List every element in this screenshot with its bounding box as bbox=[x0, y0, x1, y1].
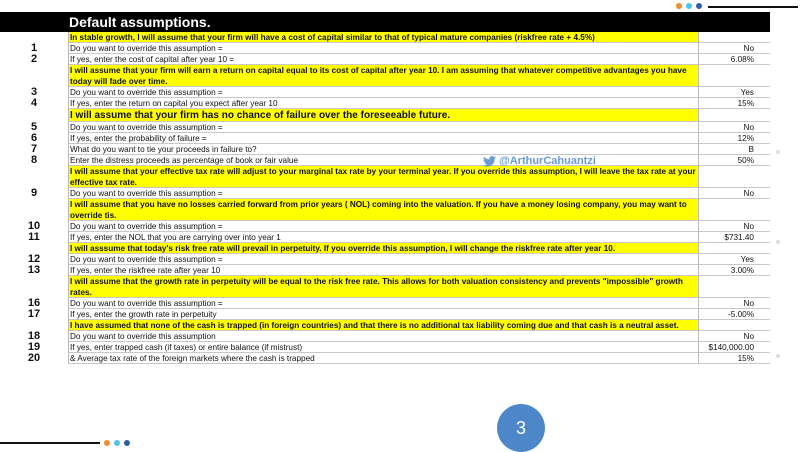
dot-blue bbox=[696, 3, 702, 9]
input-value-cell[interactable]: 15% bbox=[698, 353, 770, 364]
blank-value-cell bbox=[698, 32, 770, 43]
assumption-row bbox=[0, 109, 770, 122]
question-text: Do you want to override this assumption = bbox=[68, 254, 698, 265]
row-number: 2 bbox=[30, 53, 38, 65]
question-row bbox=[0, 254, 770, 265]
input-value-cell[interactable]: $731.40 bbox=[698, 232, 770, 243]
sheet-title: Default assumptions. bbox=[68, 12, 698, 32]
input-value-cell[interactable]: 12% bbox=[698, 133, 770, 144]
blank-value-cell bbox=[698, 109, 770, 122]
question-row bbox=[0, 265, 770, 276]
page-number-badge: 3 bbox=[497, 404, 545, 452]
top-decor-dots bbox=[676, 3, 702, 9]
scroll-marker bbox=[776, 150, 780, 154]
question-row bbox=[0, 309, 770, 320]
row-number: 19 bbox=[27, 341, 41, 353]
row-number: 4 bbox=[30, 97, 38, 109]
row-number: 13 bbox=[27, 264, 41, 276]
input-value-cell[interactable]: Yes bbox=[698, 87, 770, 98]
twitter-bird-icon bbox=[483, 156, 496, 167]
assumption-text: I will assume that your effective tax rate will adjust to your marginal tax rate by your terminal year. If you override this assumption, I will leave the tax rate at your effective tax rate. bbox=[68, 166, 698, 188]
question-text: If yes, enter the growth rate in perpetuity bbox=[68, 309, 698, 320]
question-text: If yes, enter the probability of failure = bbox=[68, 133, 698, 144]
row-number: 3 bbox=[30, 86, 38, 98]
question-text: & Average tax rate of the foreign markets where the cash is trapped bbox=[68, 353, 698, 364]
assumption-row bbox=[0, 65, 770, 87]
row-number: 20 bbox=[27, 352, 41, 364]
blank-value-cell bbox=[698, 65, 770, 87]
header-num-cell bbox=[0, 12, 68, 32]
question-row bbox=[0, 87, 770, 98]
question-text: If yes, enter the cost of capital after year 10 = bbox=[68, 54, 698, 65]
assumption-text: I will assume that you have no losses carried forward from prior years ( NOL) coming into the valuation. If you have a money losing company, you may want to override tis. bbox=[68, 199, 698, 221]
blank-value-cell bbox=[698, 199, 770, 221]
question-text: Enter the distress proceeds as percentage of book or fair value bbox=[68, 155, 698, 166]
bottom-decor-dots bbox=[104, 440, 130, 446]
input-value-cell[interactable]: 50% bbox=[698, 155, 770, 166]
assumption-row bbox=[0, 276, 770, 298]
input-value-cell[interactable]: 3.00% bbox=[698, 265, 770, 276]
row-number: 18 bbox=[27, 330, 41, 342]
question-row bbox=[0, 188, 770, 199]
input-value-cell[interactable]: No bbox=[698, 43, 770, 54]
scroll-marker bbox=[776, 240, 780, 244]
input-value-cell[interactable]: 15% bbox=[698, 98, 770, 109]
question-text: Do you want to override this assumption = bbox=[68, 87, 698, 98]
question-row bbox=[0, 155, 770, 166]
question-text: Do you want to override this assumption bbox=[68, 331, 698, 342]
question-row bbox=[0, 43, 770, 54]
blank-value-cell bbox=[698, 243, 770, 254]
input-value-cell[interactable]: -5.00% bbox=[698, 309, 770, 320]
row-number: 5 bbox=[30, 121, 38, 133]
row-number: 10 bbox=[27, 220, 41, 232]
question-row bbox=[0, 232, 770, 243]
twitter-handle: @ArthurCahuantzi bbox=[499, 155, 596, 167]
question-text: If yes, enter the NOL that you are carrying over into year 1 bbox=[68, 232, 698, 243]
assumption-text: I have assumed that none of the cash is trapped (in foreign countries) and that there is no additional tax liability coming due and that cash is a neutral asset. bbox=[68, 320, 698, 331]
input-value-cell[interactable]: $140,000.00 bbox=[698, 342, 770, 353]
assumption-row bbox=[0, 199, 770, 221]
row-number: 7 bbox=[30, 143, 38, 155]
row-number: 8 bbox=[30, 154, 38, 166]
assumption-text: In stable growth, I will assume that your firm will have a cost of capital similar to that of typical mature companies (riskfree rate + 4.5%) bbox=[68, 32, 698, 43]
question-row bbox=[0, 122, 770, 133]
row-number: 9 bbox=[30, 187, 38, 199]
assumption-row bbox=[0, 243, 770, 254]
row-number: 12 bbox=[27, 253, 41, 265]
dot-orange bbox=[676, 3, 682, 9]
blank-value-cell bbox=[698, 166, 770, 188]
input-value-cell[interactable]: Yes bbox=[698, 254, 770, 265]
question-text: If yes, enter trapped cash (if taxes) or entire balance (if mistrust) bbox=[68, 342, 698, 353]
question-row bbox=[0, 221, 770, 232]
input-value-cell[interactable]: 6.08% bbox=[698, 54, 770, 65]
question-row bbox=[0, 353, 770, 364]
question-row bbox=[0, 144, 770, 155]
row-number bbox=[0, 166, 68, 188]
assumption-text: I will assume that your firm will earn a return on capital equal to its cost of capital after year 10. I am assuming that whatever competitive advantages you have today will fade over time. bbox=[68, 65, 698, 87]
input-value-cell[interactable]: No bbox=[698, 298, 770, 309]
row-number: 16 bbox=[27, 297, 41, 309]
question-text: Do you want to override this assumption = bbox=[68, 43, 698, 54]
question-text: Do you want to override this assumption = bbox=[68, 221, 698, 232]
question-row bbox=[0, 331, 770, 342]
dot-cyan bbox=[114, 440, 120, 446]
row-number bbox=[0, 199, 68, 221]
question-text: Do you want to override this assumption = bbox=[68, 122, 698, 133]
question-row bbox=[0, 342, 770, 353]
sheet-rows bbox=[0, 32, 770, 364]
header-row bbox=[0, 12, 770, 32]
assumptions-sheet bbox=[0, 12, 770, 364]
input-value-cell[interactable]: B bbox=[698, 144, 770, 155]
row-number: 6 bbox=[30, 132, 38, 144]
assumption-row bbox=[0, 32, 770, 43]
question-text: If yes, enter the riskfree rate after year 10 bbox=[68, 265, 698, 276]
assumption-row bbox=[0, 320, 770, 331]
question-row bbox=[0, 298, 770, 309]
row-number: 1 bbox=[30, 42, 38, 54]
question-text: Do you want to override this assumption = bbox=[68, 298, 698, 309]
question-row bbox=[0, 133, 770, 144]
question-text: Do you want to override this assumption = bbox=[68, 188, 698, 199]
assumption-text: I will assume that the growth rate in perpetuity will be equal to the risk free rate. This allows for both valuation consistency and prevents "impossible" growth rates. bbox=[68, 276, 698, 298]
dot-orange bbox=[104, 440, 110, 446]
assumption-row bbox=[0, 166, 770, 188]
input-value-cell[interactable]: No bbox=[698, 122, 770, 133]
dot-blue bbox=[124, 440, 130, 446]
blank-value-cell bbox=[698, 320, 770, 331]
question-text: What do you want to tie your proceeds in failure to? bbox=[68, 144, 698, 155]
bottom-decor-line bbox=[0, 442, 100, 444]
question-row bbox=[0, 54, 770, 65]
row-number bbox=[0, 276, 68, 298]
top-decor-line bbox=[708, 6, 798, 8]
input-value-cell[interactable]: No bbox=[698, 331, 770, 342]
scroll-marker bbox=[776, 354, 780, 358]
row-number: 11 bbox=[28, 231, 40, 243]
dot-cyan bbox=[686, 3, 692, 9]
row-number: 17 bbox=[27, 308, 41, 320]
input-value-cell[interactable]: No bbox=[698, 221, 770, 232]
row-number bbox=[0, 65, 68, 87]
header-value-cell bbox=[698, 12, 770, 32]
question-row bbox=[0, 98, 770, 109]
assumption-text: I will assume that your firm has no chance of failure over the foreseeable future. bbox=[68, 109, 698, 122]
assumption-text: I will asssume that today's risk free rate will prevail in perpetuity. If you override this assumption, I will change the riskfree rate after year 10. bbox=[68, 243, 698, 254]
watermark bbox=[483, 155, 596, 167]
input-value-cell[interactable]: No bbox=[698, 188, 770, 199]
blank-value-cell bbox=[698, 276, 770, 298]
question-text: If yes, enter the return on capital you expect after year 10 bbox=[68, 98, 698, 109]
